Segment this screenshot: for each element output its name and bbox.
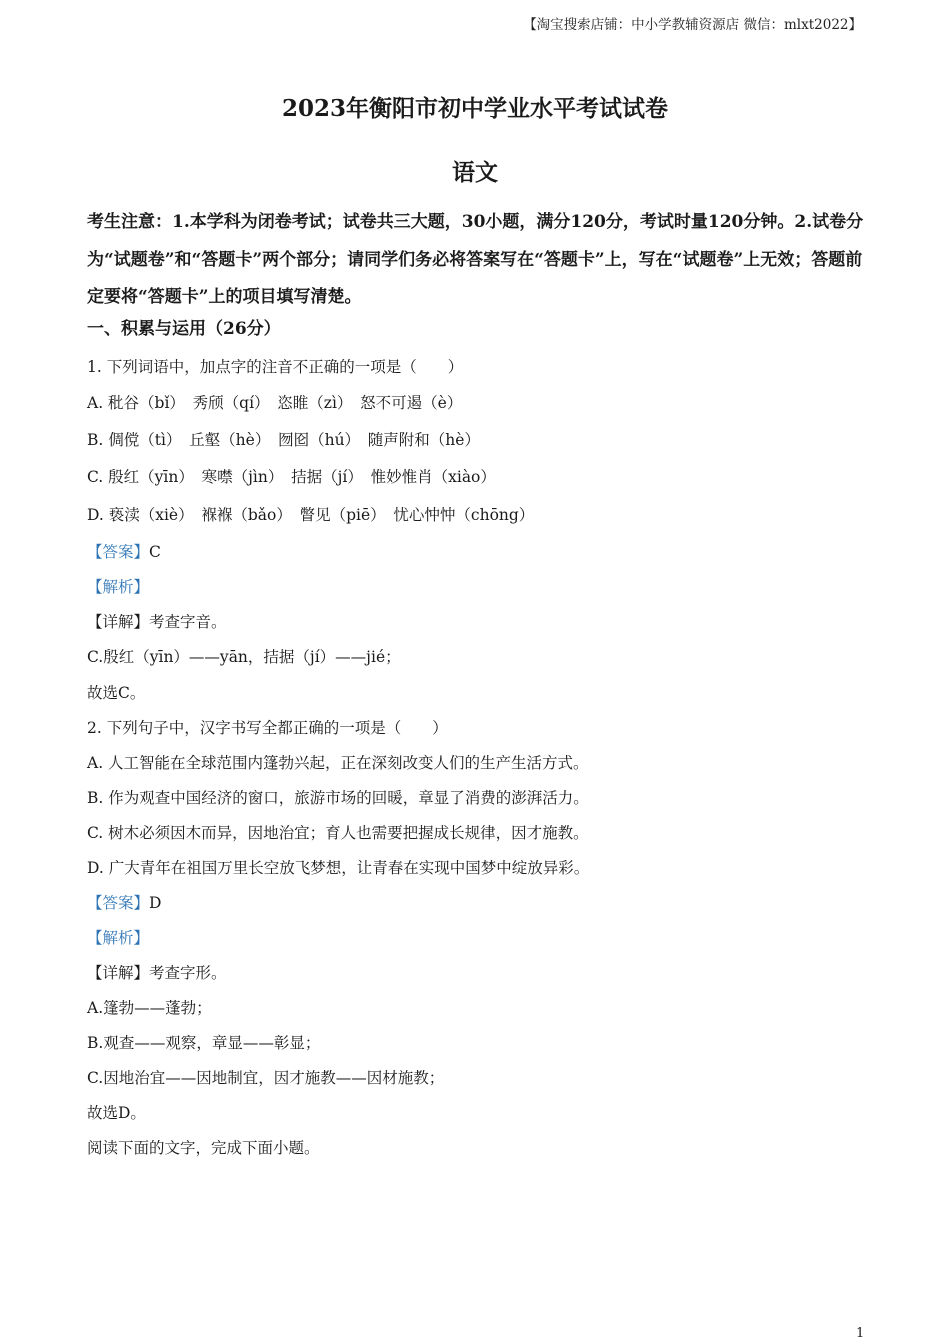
q2-stem: 2. 下列句子中，汉字书写全都正确的一项是（ ）: [87, 719, 448, 737]
reading-intro: 阅读下面的文字，完成下面小题。: [87, 1139, 320, 1157]
answer-tag: 【答案】: [87, 894, 150, 912]
q1-option-a: A. 秕谷（bǐ） 秀颀（qí） 恣睢（zì） 怒不可遏（è）: [87, 394, 463, 412]
q1-detail-1: 【详解】考查字音。: [87, 613, 227, 631]
q1-stem: 1. 下列词语中，加点字的注音不正确的一项是（ ）: [87, 358, 464, 376]
q1-option-b: B. 倜傥（tì） 丘壑（hè） 囫囵（hú） 随声附和（hè）: [87, 431, 480, 449]
q2-detail-2: A.篷勃——蓬勃；: [87, 999, 212, 1017]
answer-tag: 【答案】: [87, 543, 150, 561]
header-note: 【淘宝搜索店铺：中小学教辅资源店 微信：mlxt2022】: [523, 17, 862, 33]
answer-value: C: [149, 543, 161, 561]
exam-subject: 语文: [452, 159, 498, 186]
q2-detail-4: C.因地治宜——因地制宜，因才施教——因材施教；: [87, 1069, 445, 1087]
exam-title: 2023年衡阳市初中学业水平考试试卷: [281, 95, 668, 122]
q2-detail-3: B.观查——观察，章显——彰显；: [87, 1034, 321, 1052]
q1-answer: [87, 541, 161, 563]
q1-detail-2: C.殷红（yīn）——yān，拮据（jí）——jié；: [87, 648, 401, 666]
q2-answer: [87, 892, 161, 914]
q1-option-d: D. 亵渎（xiè） 褓褓（bǎo） 瞥见（piē） 忧心忡忡（chōng）: [87, 506, 535, 524]
answer-value: D: [149, 894, 162, 912]
q2-option-b: B. 作为观查中国经济的窗口，旅游市场的回暖，章显了消费的澎湃活力。: [87, 789, 589, 807]
exam-notice: 考生注意：1.本学科为闭卷考试；试卷共三大题，30小题，满分120分，考试时量120分钟。2.试卷分为“试题卷”和“答题卡”两个部分；请同学们务必将答案写在“答题卡”上，写在“试题卷”上无效；答题前定要将“答题卡”上的项目填写清楚。: [87, 212, 864, 307]
page-number: 1: [856, 1326, 865, 1341]
q2-analysis-tag: 【解析】: [87, 929, 150, 947]
q2-option-a: A. 人工智能在全球范围内篷勃兴起，正在深刻改变人们的生产生活方式。: [87, 754, 589, 772]
q2-option-d: D. 广大青年在祖国万里长空放飞梦想，让青春在实现中国梦中绽放异彩。: [87, 859, 590, 877]
q2-option-c: C. 树木必须因木而异，因地治宜；育人也需要把握成长规律，因才施教。: [87, 824, 589, 842]
q1-analysis-tag: 【解析】: [87, 578, 150, 596]
q1-option-c: C. 殷红（yīn） 寒噤（jìn） 拮据（jí） 惟妙惟肖（xiào）: [87, 468, 496, 486]
section-heading: 一、积累与运用（26分）: [87, 319, 281, 339]
q2-detail-5: 故选D。: [87, 1104, 146, 1122]
q1-detail-3: 故选C。: [87, 684, 146, 702]
q2-detail-1: 【详解】考查字形。: [87, 964, 227, 982]
